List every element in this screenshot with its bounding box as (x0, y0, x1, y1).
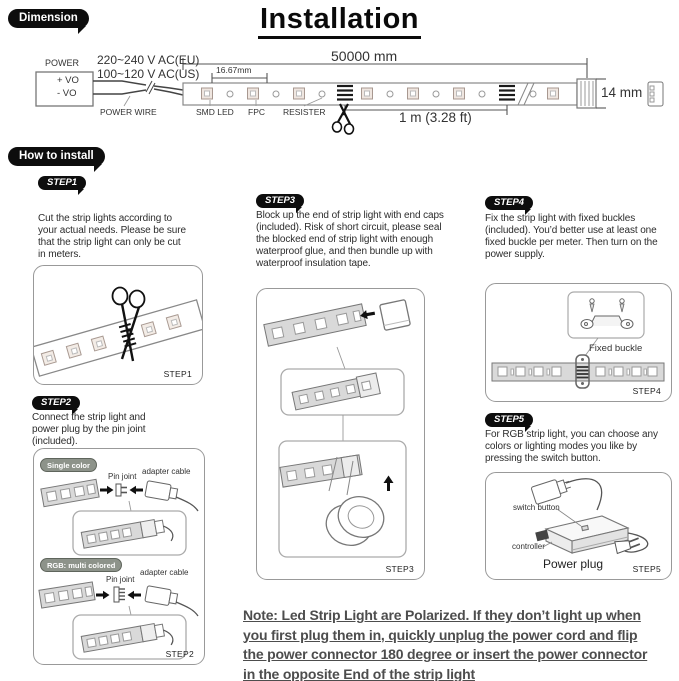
pin-joint-label: Pin joint (106, 575, 135, 584)
minus-vo-label: - VO (57, 88, 77, 99)
step1-badge: STEP1 (38, 176, 86, 190)
adapter-cable-label: adapter cable (140, 568, 189, 577)
step5-badge: STEP5 (485, 413, 533, 427)
screw-icon (590, 299, 624, 312)
fixed-buckle-label: Fixed buckle (589, 343, 643, 354)
step1-box (33, 265, 203, 385)
note-line: you first plug them in, quickly unplug the power cord and flip (243, 626, 638, 643)
step3-caption: STEP3 (385, 564, 414, 574)
led-pitch-label: 16.67mm (216, 65, 252, 75)
arrow-right-icon (96, 591, 110, 600)
buckle-callout-box (568, 292, 644, 338)
step3-text: Block up the end of strip light with end caps (included). Risk of short circuit, please seal the blocked end of strip light with enough waterproof glue, and then bundle up with waterproof insulation tape. (256, 210, 444, 269)
connector-piece (648, 82, 663, 106)
wire (566, 479, 602, 510)
step2-illustration (34, 449, 204, 664)
step4-box (485, 283, 672, 402)
resister-label: RESISTER (283, 107, 326, 117)
strip-rgb (39, 582, 95, 608)
wire (176, 602, 198, 616)
step2-text: Connect the strip light and power plug by the pin joint (included). (32, 412, 146, 447)
step2-caption: STEP2 (165, 649, 194, 659)
total-length-label: 50000 mm (331, 48, 398, 64)
strip-single-color (41, 479, 99, 506)
adapter-cable-icon (145, 586, 178, 607)
step3-illustration (257, 289, 424, 579)
cut-unit-label: 1 m (3.28 ft) (399, 110, 472, 125)
connected-strip (81, 517, 174, 556)
note-line: in the opposite End of the strip light (243, 665, 475, 681)
arrow-left-icon (130, 486, 144, 495)
polarity-note (243, 606, 679, 681)
strip-width-label: 14 mm (601, 85, 643, 100)
step5-caption: STEP5 (632, 564, 661, 574)
strip-cut-illustration (34, 300, 202, 376)
voltage-us-label: 100~120 V AC(US) (97, 67, 200, 81)
scissors-icon (333, 104, 354, 134)
step2-box (33, 448, 205, 665)
step4-illustration (486, 284, 671, 401)
plus-vo-label: + VO (57, 75, 79, 86)
step4-text: Fix the strip light with fixed buckles (included). You’d better use at least one fixed buckle per meter. Then turn on the power supply. (485, 213, 658, 260)
capped-strip (292, 373, 380, 411)
step3-badge: STEP3 (256, 194, 304, 208)
how-to-install-label: How to install (19, 150, 94, 162)
power-wire-label: POWER WIRE (100, 107, 157, 117)
strip (264, 304, 366, 346)
power-label: POWER (45, 58, 80, 68)
fixed-buckle-icon (581, 316, 633, 329)
step1-caption: STEP1 (163, 369, 192, 379)
adapter-cable-icon (531, 476, 573, 505)
step1-illustration (34, 266, 202, 384)
smd-led-label: SMD LED (196, 107, 234, 117)
switch-button-icon (582, 525, 589, 530)
step4-badge: STEP4 (485, 196, 533, 210)
strip (492, 363, 664, 381)
arrow-right-icon (100, 486, 114, 495)
power-wires (93, 81, 183, 95)
step4-caption: STEP4 (632, 386, 661, 396)
step2-badge: STEP2 (32, 396, 80, 410)
pin-joint-label: Pin joint (108, 472, 137, 481)
step1-text: Cut the strip lights according to your actual needs. Please be sure that the strip light can only be cut in meters. (38, 213, 186, 260)
adapter-cable-icon (145, 481, 178, 502)
pin-joint-4pin-icon (114, 587, 125, 602)
end-cap (380, 300, 411, 331)
controller-box (535, 516, 628, 553)
adapter-cable-label: adapter cable (142, 467, 191, 476)
single-color-pill: Single color (40, 458, 97, 472)
note-line: the power connector 180 degree or insert the power connector (243, 646, 648, 662)
page-title: Installation (0, 3, 679, 39)
note-line: Note: Led Strip Light are Polarized. If they don’t light up when (243, 607, 641, 623)
controller-label: controller (512, 542, 545, 551)
how-to-install-badge (8, 147, 105, 166)
step3-box (256, 288, 425, 580)
fpc-label: FPC (248, 107, 265, 117)
end-connector (577, 79, 596, 108)
step5-box (485, 472, 672, 580)
pin-joint-2pin-icon (116, 484, 127, 496)
voltage-eu-label: 220~240 V AC(EU) (97, 53, 200, 67)
rgb-multi-pill: RGB: multi colored (40, 558, 122, 572)
step5-text: For RGB strip light, you can choose any colors or lighting modes you like by pressing the switch button. (485, 429, 658, 464)
connected-strip (81, 621, 174, 660)
dimension-badge-label: Dimension (19, 12, 78, 24)
power-plug-label: Power plug (543, 557, 604, 571)
taped-strip (280, 455, 362, 487)
wire (176, 497, 198, 511)
switch-button-label: switch button (513, 503, 560, 512)
arrow-up-icon (384, 476, 394, 492)
arrow-left-icon (128, 591, 142, 600)
led-strip (183, 79, 663, 108)
